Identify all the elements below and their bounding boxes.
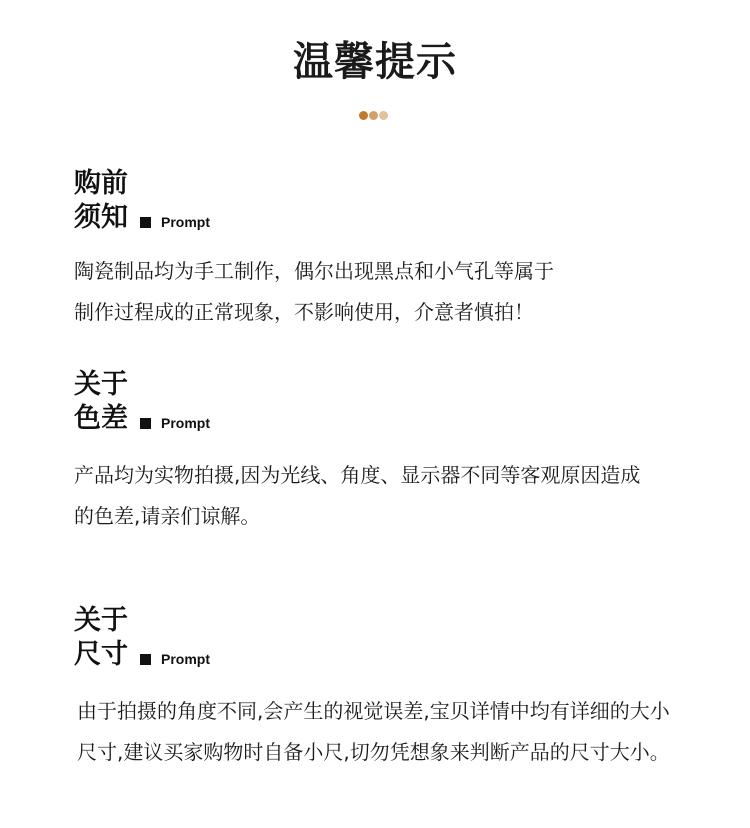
- heading-line2: 尺寸: [74, 639, 128, 670]
- section-heading-size: [74, 604, 210, 672]
- square-bullet-icon: [140, 217, 151, 228]
- heading-line2: 须知: [74, 202, 128, 233]
- heading-line1: 关于: [74, 369, 128, 400]
- square-bullet-icon: [140, 418, 151, 429]
- heading-line2-row: [74, 638, 210, 672]
- body-line: 陶瓷制品均为手工制作，偶尔出现黑点和小气孔等属于: [74, 259, 554, 283]
- section-body-color-difference: [74, 455, 734, 537]
- decorative-dots: [359, 111, 388, 121]
- body-line: 的色差,请亲们谅解。: [74, 504, 261, 528]
- body-line: 尺寸,建议买家购物时自备小尺,切勿凭想象来判断产品的尺寸大小。: [77, 740, 670, 764]
- body-line: 由于拍摄的角度不同,会产生的视觉误差,宝贝详情中均有详细的大小: [77, 699, 670, 723]
- body-line: 产品均为实物拍摄,因为光线、角度、显示器不同等客观原因造成: [74, 463, 641, 487]
- section-heading-purchase-notice: [74, 167, 210, 235]
- section-body-size: [77, 691, 737, 773]
- heading-line1: 购前: [74, 168, 128, 199]
- heading-line2: 色差: [74, 403, 128, 434]
- prompt-tag: Prompt: [161, 214, 210, 230]
- page-title: 温馨提示: [293, 39, 457, 85]
- body-line: 制作过程成的正常现象，不影响使用，介意者慎拍！: [74, 300, 534, 324]
- dot-3: [379, 111, 388, 120]
- section-body-purchase-notice: [74, 251, 734, 333]
- square-bullet-icon: [140, 654, 151, 665]
- heading-line2-row: [74, 402, 210, 436]
- dot-2: [369, 111, 378, 120]
- dot-1: [359, 111, 368, 120]
- prompt-tag: Prompt: [161, 415, 210, 431]
- heading-line1: 关于: [74, 605, 128, 636]
- prompt-tag: Prompt: [161, 651, 210, 667]
- section-heading-color-difference: [74, 368, 210, 436]
- heading-line2-row: [74, 201, 210, 235]
